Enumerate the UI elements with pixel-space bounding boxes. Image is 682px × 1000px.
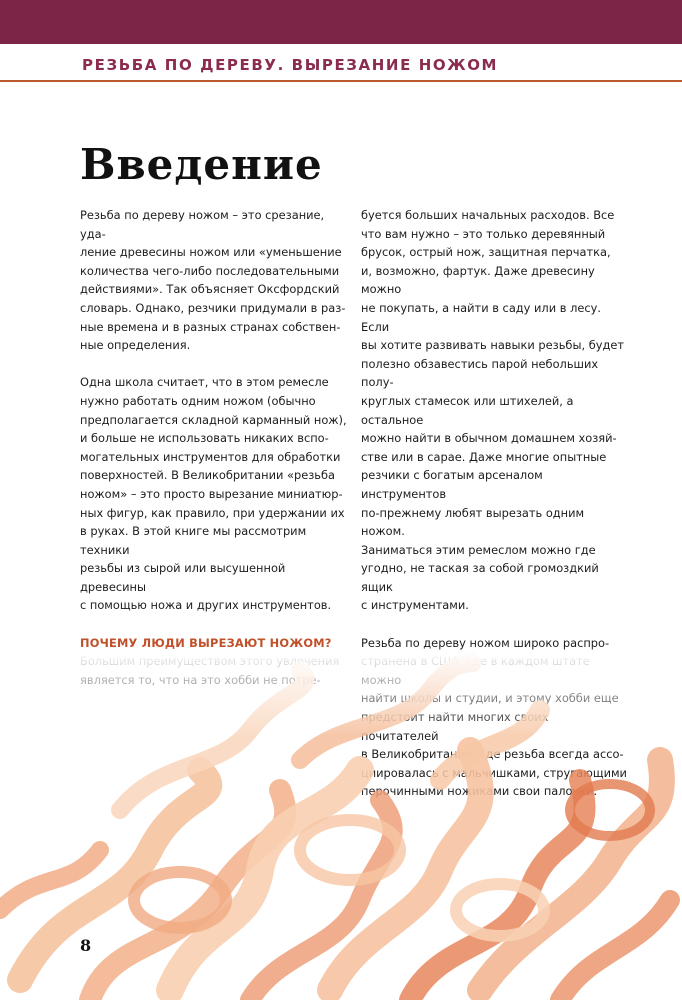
paragraph: Резьба по дереву ножом – это срезание, уда- ление древесины ножом или «уменьшение количества чего-либо последовательными действиями». Так объясняет Оксфордский словарь. Однако, резчики придумали в раз- ные времена и в разных странах собствен- ные определения.: [80, 208, 346, 353]
running-header-title: РЕЗЬБА ПО ДЕРЕВУ. ВЫРЕЗАНИЕ НОЖОМ: [82, 56, 499, 74]
paragraph: Резьба по дереву ножом широко распро-: [361, 635, 610, 650]
header-divider: [0, 80, 682, 82]
wood-shavings-photo: [0, 650, 682, 1000]
chapter-heading: Введение: [80, 140, 323, 189]
paragraph: буется больших начальных расходов. Все что вам нужно – это только деревянный брусок, острый нож, защитная перчатка, и, возможно, фартук. Даже древесину можно не покупать, а найти в саду или в лесу. Если вы хотите развивать навыки резьбы, будет полезно обзавестись парой небольших полу- круглых стамесок или штихелей, а остальное можно найти в обычном домашнем хозяй- стве или в сарае. Даже многие опытные резчики с богатым арсеналом инструментов по-прежнему любят вырезать одним ножом. Заниматься этим ремеслом можно где угодно, не таская за собой громоздкий ящик с инструментами.: [361, 208, 624, 613]
top-color-band: [0, 0, 682, 44]
page-number: 8: [80, 936, 92, 955]
paragraph: Одна школа считает, что в этом ремесле нужно работать одним ножом (обычно предполагается складной карманный нож), и больше не использовать никаких вспо- могательных инструментов для обработки поверхностей. В Великобритании «резьба ножом» – это просто вырезание миниатюр- ных фигур, как правило, при удержании их в руках. В этой книге мы рассмотрим техники резьбы из сырой или высушенной древесины с помощью ножа и других инструментов.: [80, 375, 347, 613]
section-subheading: ПОЧЕМУ ЛЮДИ ВЫРЕЗАЮТ НОЖОМ?: [80, 635, 332, 650]
left-text-column: [80, 206, 348, 689]
